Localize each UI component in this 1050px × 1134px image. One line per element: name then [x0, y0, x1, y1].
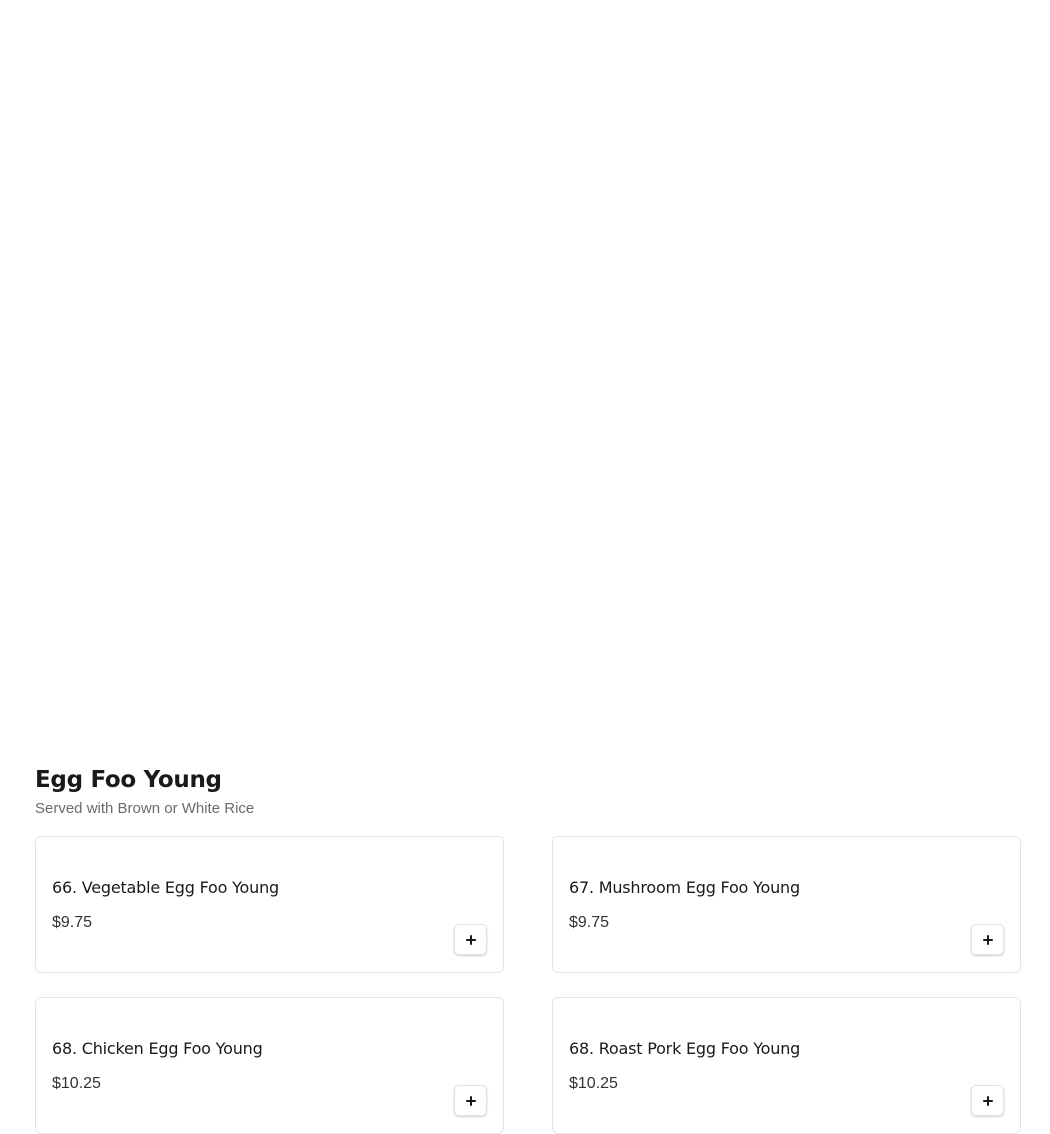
menu-item-price: $10.25: [569, 1075, 618, 1092]
menu-item-name: 68. Roast Pork Egg Foo Young: [569, 1039, 801, 1058]
menu-item-card[interactable]: [35, 997, 504, 1134]
section-subtitle: Served with Brown or White Rice: [35, 800, 255, 817]
menu-section-egg-foo-young: [35, 762, 1021, 1092]
plus-icon: [983, 935, 993, 945]
menu-item-price: $10.25: [52, 1075, 101, 1092]
plus-icon: [466, 1096, 476, 1106]
menu-item-card[interactable]: [552, 997, 1021, 1134]
plus-icon: [466, 935, 476, 945]
add-to-cart-button[interactable]: [454, 1085, 487, 1116]
menu-item-name: 68. Chicken Egg Foo Young: [52, 1039, 263, 1058]
add-to-cart-button[interactable]: [971, 1085, 1004, 1116]
menu-items-grid: [35, 836, 1021, 1134]
menu-item-price: $9.75: [569, 914, 610, 931]
add-to-cart-button[interactable]: [971, 924, 1004, 955]
menu-item-name: 66. Vegetable Egg Foo Young: [52, 878, 279, 897]
menu-item-card[interactable]: [552, 836, 1021, 973]
plus-icon: [983, 1096, 993, 1106]
add-to-cart-button[interactable]: [454, 924, 487, 955]
section-title: Egg Foo Young: [35, 767, 222, 793]
menu-item-name: 67. Mushroom Egg Foo Young: [569, 878, 800, 897]
menu-item-price: $9.75: [52, 914, 93, 931]
menu-item-card[interactable]: [35, 836, 504, 973]
